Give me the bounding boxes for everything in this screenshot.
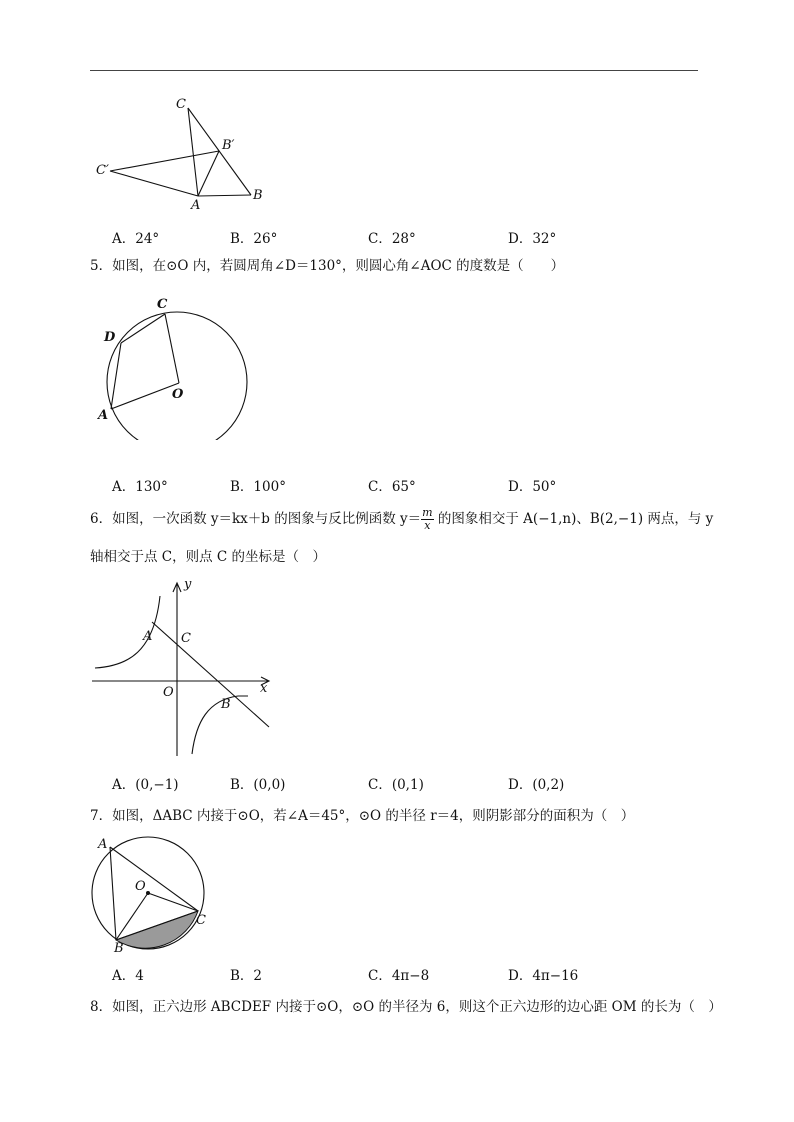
q6-stem-part-b: 的图象相交于 A(−1,n)、B(2,−1) 两点，与 y (433, 511, 714, 527)
q7-option-b[interactable]: B．2 (230, 968, 263, 984)
q4-figure (92, 92, 272, 212)
q5-option-b[interactable]: B．100° (230, 479, 286, 495)
q4-option-b[interactable]: B．26° (230, 231, 278, 247)
q6-fraction (421, 507, 433, 532)
q5-label-A: A (98, 408, 109, 423)
q6-label-A: A (143, 629, 153, 644)
q7-label-O: O (135, 879, 146, 894)
q5-option-c[interactable]: C．65° (368, 479, 416, 495)
q5-label-C: C (157, 297, 168, 312)
header-rule (90, 70, 698, 71)
q7-shaded-segment (116, 911, 198, 948)
q6-option-a[interactable]: A．(0,−1) (112, 777, 179, 793)
q6-label-B: B (221, 697, 231, 712)
q4-label-Bprime: B′ (222, 138, 235, 153)
q5-label-O: O (172, 387, 184, 402)
q4-option-c[interactable]: C．28° (368, 231, 416, 247)
q4-label-B: B (253, 188, 263, 203)
q4-label-C: C (176, 97, 186, 112)
q4-label-Cprime: C′ (96, 163, 109, 178)
q7-figure (88, 832, 223, 957)
q8-stem: 8．如图，正六边形 ABCDEF 内接于⊙O，⊙O 的半径为 6，则这个正六边形的边心距 OM 的长为（ ） (90, 999, 722, 1015)
q6-label-y: y (184, 577, 192, 592)
q6-label-x: x (260, 681, 268, 696)
q5-figure (94, 290, 254, 440)
q6-option-c[interactable]: C．(0,1) (368, 777, 424, 793)
q5-option-a[interactable]: A．130° (112, 479, 168, 495)
q6-option-b[interactable]: B．(0,0) (230, 777, 286, 793)
q7-label-A: A (98, 837, 108, 852)
q6-fraction-numerator: m (422, 506, 433, 519)
q6-option-d[interactable]: D．(0,2) (508, 777, 565, 793)
q6-figure (88, 572, 283, 762)
q7-option-c[interactable]: C．4π−8 (368, 968, 430, 984)
q4-option-d[interactable]: D．32° (508, 231, 557, 247)
q6-stem-line1 (90, 507, 713, 532)
q6-fraction-denominator: x (424, 519, 431, 532)
q7-option-a[interactable]: A．4 (112, 968, 144, 984)
q5-stem: 5．如图，在⊙O 内，若圆周角∠D＝130°，则圆心角∠AOC 的度数是（ ） (90, 258, 565, 274)
q7-label-B: B (114, 941, 124, 956)
q7-option-d[interactable]: D．4π−16 (508, 968, 579, 984)
q5-option-d[interactable]: D．50° (508, 479, 557, 495)
q6-label-O: O (163, 685, 174, 700)
q5-label-D: D (104, 330, 116, 345)
q6-label-C: C (181, 631, 191, 646)
q4-option-a[interactable]: A．24° (112, 231, 160, 247)
q6-stem-line2: 轴相交于点 C，则点 C 的坐标是（ ） (90, 549, 327, 565)
q7-stem: 7．如图，ΔABC 内接于⊙O，若∠A＝45°，⊙O 的半径 r＝4，则阴影部分的面积为（ ） (90, 808, 635, 824)
q7-label-C: C (196, 913, 206, 928)
q6-stem-part-a: 6．如图，一次函数 y＝kx＋b 的图象与反比例函数 y＝ (90, 511, 422, 527)
q4-label-A: A (191, 198, 201, 212)
